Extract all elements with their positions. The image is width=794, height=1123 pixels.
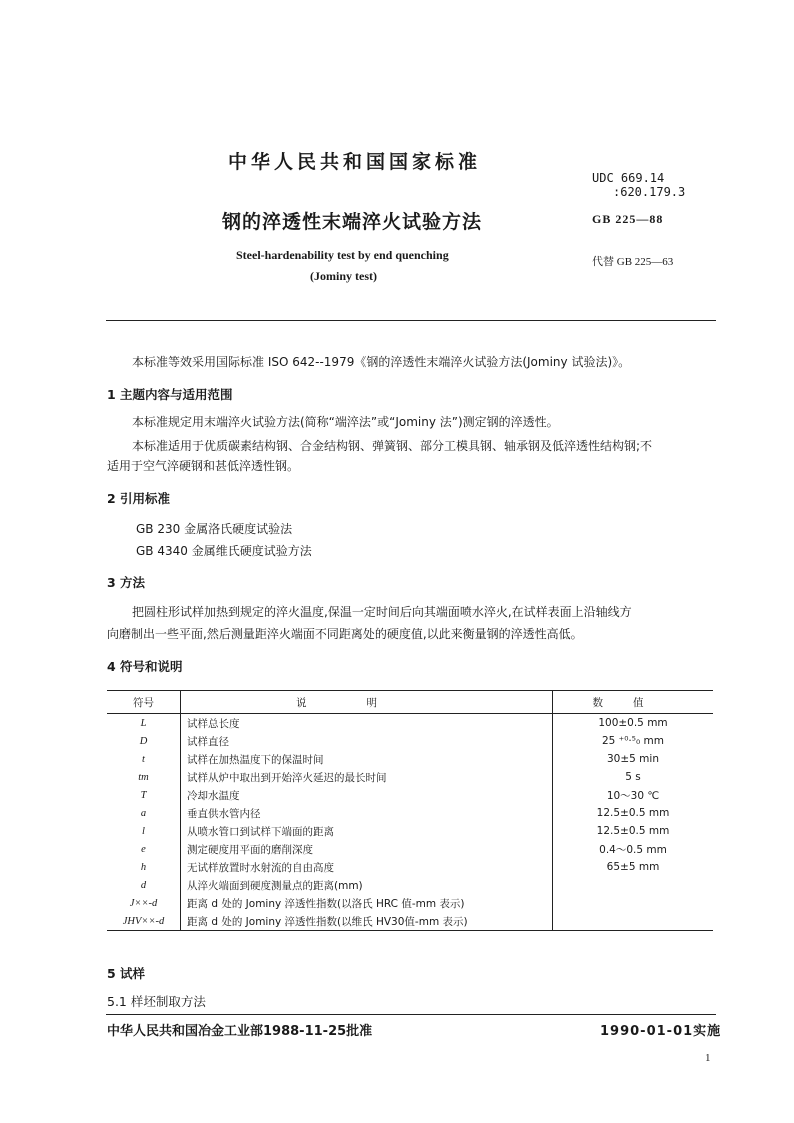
udc-code-cont: :620.179.3 bbox=[613, 185, 686, 199]
value-cell: 0.4～0.5 mm bbox=[599, 843, 667, 856]
section-5-heading: 5 试样 bbox=[107, 966, 146, 981]
description-cell: 无试样放置时水射流的自由高度 bbox=[181, 858, 553, 876]
table-row bbox=[107, 786, 713, 804]
section-1-paragraph-2: 本标准适用于优质碳素结构钢、合金结构钢、弹簧钢、部分工模具钢、轴承钢及低淬透性结构钢;不 bbox=[132, 439, 653, 453]
gb-number: GB 225—88 bbox=[592, 212, 664, 226]
description-cell: 试样总长度 bbox=[181, 714, 553, 733]
column-header-value: 数值 bbox=[553, 691, 714, 714]
section-1-paragraph-1: 本标准规定用末端淬火试验方法(简称“端淬法”或“Jominy 法”)测定钢的淬透性。 bbox=[132, 415, 559, 429]
header-divider bbox=[106, 320, 716, 321]
symbol-cell: L bbox=[107, 714, 181, 733]
standard-category-title: 中华人民共和国国家标准 bbox=[228, 151, 482, 173]
description-cell: 从喷水管口到试样下端面的距离 bbox=[181, 822, 553, 840]
symbol-cell: a bbox=[107, 804, 181, 822]
symbol-cell: J××-d bbox=[107, 894, 181, 912]
table-row bbox=[107, 732, 713, 750]
symbol-cell: t bbox=[107, 750, 181, 768]
value-cell: 5 s bbox=[625, 771, 641, 783]
table-row bbox=[107, 876, 713, 894]
symbol-cell: JHV××-d bbox=[107, 912, 181, 931]
table-row bbox=[107, 858, 713, 876]
section-3-paragraph-cont: 向磨制出一些平面,然后测量距淬火端面不同距离处的硬度值,以此来衡量钢的淬透性高低。 bbox=[107, 627, 583, 641]
symbol-cell: tm bbox=[107, 768, 181, 786]
column-header-symbol: 符号 bbox=[107, 691, 181, 714]
value-cell bbox=[553, 876, 714, 894]
approval-line: 中华人民共和国冶金工业部1988-11-25批准 bbox=[107, 1024, 373, 1039]
section-1-paragraph-2-cont: 适用于空气淬硬钢和甚低淬透性钢。 bbox=[107, 459, 300, 473]
section-2-heading: 2 引用标准 bbox=[107, 491, 171, 506]
table-row bbox=[107, 714, 713, 733]
footer-divider bbox=[106, 1014, 716, 1015]
value-cell: 12.5±0.5 mm bbox=[596, 807, 670, 819]
english-subtitle: (Jominy test) bbox=[310, 269, 377, 283]
effective-date: 1990-01-01实施 bbox=[600, 1024, 722, 1039]
reference-item: GB 4340 金属维氏硬度试验方法 bbox=[136, 544, 312, 558]
value-cell: 25 ⁺⁰·⁵₀ mm bbox=[601, 735, 664, 747]
section-3-paragraph: 把圆柱形试样加热到规定的淬火温度,保温一定时间后向其端面喷水淬火,在试样表面上沿轴线方 bbox=[132, 605, 632, 619]
table-row bbox=[107, 750, 713, 768]
table-row bbox=[107, 804, 713, 822]
value-cell bbox=[553, 894, 714, 912]
section-5-1-heading: 5.1 样坯制取方法 bbox=[107, 994, 206, 1009]
value-cell bbox=[553, 912, 714, 931]
table-row bbox=[107, 912, 713, 931]
table-row bbox=[107, 822, 713, 840]
table-header-row bbox=[107, 691, 713, 714]
column-header-description: 说明 bbox=[181, 691, 553, 714]
description-cell: 试样在加热温度下的保温时间 bbox=[181, 750, 553, 768]
page-number: 1 bbox=[705, 1052, 711, 1064]
symbol-cell: h bbox=[107, 858, 181, 876]
symbol-cell: e bbox=[107, 840, 181, 858]
udc-code: UDC 669.14 bbox=[592, 171, 665, 185]
description-cell: 冷却水温度 bbox=[181, 786, 553, 804]
description-cell: 试样直径 bbox=[181, 732, 553, 750]
table-row bbox=[107, 768, 713, 786]
value-cell: 65±5 mm bbox=[606, 861, 660, 873]
description-cell: 测定硬度用平面的磨削深度 bbox=[181, 840, 553, 858]
symbol-cell: d bbox=[107, 876, 181, 894]
symbol-cell: D bbox=[107, 732, 181, 750]
value-cell: 10～30 ℃ bbox=[606, 789, 660, 802]
replaces-note: 代替 GB 225—63 bbox=[592, 256, 674, 268]
description-cell: 距离 d 处的 Jominy 淬透性指数(以洛氏 HRC 值-mm 表示) bbox=[181, 894, 553, 912]
document-title: 钢的淬透性末端淬火试验方法 bbox=[222, 211, 483, 233]
value-cell: 30±5 min bbox=[607, 753, 659, 765]
symbol-cell: l bbox=[107, 822, 181, 840]
english-title: Steel-hardenability test by end quenching bbox=[236, 248, 449, 262]
reference-item: GB 230 金属洛氏硬度试验法 bbox=[136, 522, 293, 536]
symbol-cell: T bbox=[107, 786, 181, 804]
description-cell: 从淬火端面到硬度测量点的距离(mm) bbox=[181, 876, 553, 894]
symbols-table bbox=[107, 690, 713, 931]
section-3-heading: 3 方法 bbox=[107, 575, 146, 590]
description-cell: 试样从炉中取出到开始淬火延迟的最长时间 bbox=[181, 768, 553, 786]
description-cell: 距离 d 处的 Jominy 淬透性指数(以维氏 HV30值-mm 表示) bbox=[181, 912, 553, 931]
table-row bbox=[107, 894, 713, 912]
description-cell: 垂直供水管内径 bbox=[181, 804, 553, 822]
value-cell: 12.5±0.5 mm bbox=[596, 825, 670, 837]
table-row bbox=[107, 840, 713, 858]
section-4-heading: 4 符号和说明 bbox=[107, 659, 183, 674]
intro-paragraph: 本标准等效采用国际标准 ISO 642--1979《钢的淬透性末端淬火试验方法(Jominy 试验法)》。 bbox=[132, 355, 631, 369]
section-1-heading: 1 主题内容与适用范围 bbox=[107, 387, 233, 402]
value-cell: 100±0.5 mm bbox=[598, 717, 668, 729]
